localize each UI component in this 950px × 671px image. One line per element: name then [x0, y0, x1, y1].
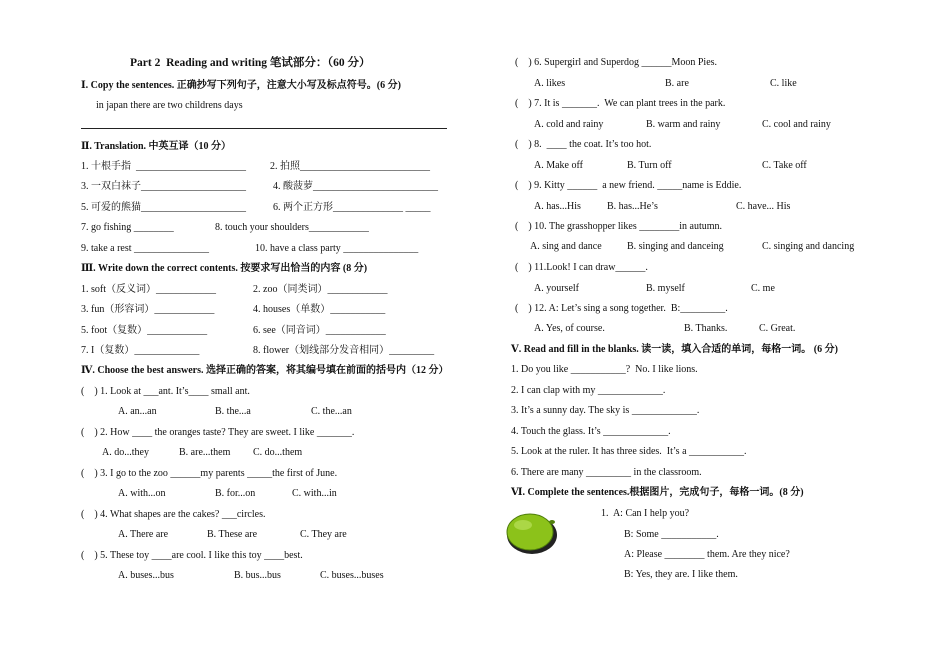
- question-1[interactable]: ( ) 1. Look at ___ant. It’s____ small ant.: [81, 386, 250, 397]
- q12-option-b[interactable]: B. Thanks.: [684, 323, 728, 334]
- translation-item-6[interactable]: 6. 两个正方形______________ _____: [273, 202, 431, 213]
- contents-item-2[interactable]: 2. zoo（同类词）____________: [253, 284, 388, 295]
- q11-option-c[interactable]: C. me: [751, 283, 775, 294]
- question-10[interactable]: ( ) 10. The grasshopper likes ________in autumn.: [515, 221, 723, 232]
- q8-option-a[interactable]: A. Make off: [534, 160, 583, 171]
- q1-option-b[interactable]: B. the...a: [215, 406, 251, 417]
- question-12[interactable]: ( ) 12. A: Let’s sing a song together. B:_________.: [515, 303, 728, 314]
- section-1-heading: Ⅰ. Copy the sentences. 正确抄写下列句子，注意大小写及标点符号。(6 分): [81, 80, 401, 91]
- contents-item-7[interactable]: 7. I（复数）_____________: [81, 345, 200, 356]
- q10-option-c[interactable]: C. singing and dancing: [762, 241, 855, 252]
- q10-option-b[interactable]: B. singing and danceing: [627, 241, 724, 252]
- contents-item-5[interactable]: 5. foot（复数）____________: [81, 325, 208, 336]
- q2-option-a[interactable]: A. do...they: [102, 447, 149, 458]
- contents-item-1[interactable]: 1. soft（反义词）____________: [81, 284, 216, 295]
- lemon-body: [507, 514, 553, 550]
- contents-item-6[interactable]: 6. see（同音词）____________: [253, 325, 386, 336]
- q6-option-a[interactable]: A. likes: [534, 78, 566, 89]
- q9-option-c[interactable]: C. have... His: [736, 201, 791, 212]
- q5-option-c[interactable]: C. buses...buses: [320, 570, 384, 581]
- translation-item-1[interactable]: 1. 十根手指 ______________________: [81, 161, 246, 172]
- copy-sentence: in japan there are two childrens days: [96, 100, 243, 111]
- q2-option-b[interactable]: B. are...them: [179, 447, 231, 458]
- contents-item-4[interactable]: 4. houses（单数）___________: [253, 304, 386, 315]
- q2-option-c[interactable]: C. do...them: [253, 447, 303, 458]
- question-5[interactable]: ( ) 5. These toy ____are cool. I like this toy ____best.: [81, 550, 303, 561]
- section-2-heading: Ⅱ. Translation. 中英互译（10 分）: [81, 141, 232, 152]
- fill-item-3[interactable]: 3. It’s a sunny day. The sky is _____________.: [511, 405, 700, 416]
- q12-option-c[interactable]: C. Great.: [759, 323, 796, 334]
- copy-answer-line[interactable]: [81, 128, 447, 129]
- fill-item-4[interactable]: 4. Touch the glass. It’s _____________.: [511, 426, 671, 437]
- q11-option-b[interactable]: B. myself: [646, 283, 685, 294]
- translation-item-10[interactable]: 10. have a class party _______________: [255, 243, 419, 254]
- translation-item-5[interactable]: 5. 可爱的熊猫_____________________: [81, 202, 246, 213]
- question-3[interactable]: ( ) 3. I go to the zoo ______my parents _____the first of June.: [81, 468, 338, 479]
- lemon-highlight: [514, 520, 532, 530]
- q3-option-c[interactable]: C. with...in: [292, 488, 337, 499]
- q4-option-c[interactable]: C. They are: [300, 529, 347, 540]
- question-4[interactable]: ( ) 4. What shapes are the cakes? ___circles.: [81, 509, 266, 520]
- q4-option-a[interactable]: A. There are: [118, 529, 169, 540]
- translation-item-2[interactable]: 2. 拍照__________________________: [270, 161, 430, 172]
- question-9[interactable]: ( ) 9. Kitty ______ a new friend. _____name is Eddie.: [515, 180, 742, 191]
- section-5-heading: Ⅴ. Read and fill in the blanks. 读一读，填入合适的单词，每格一词。 (6 分): [511, 344, 838, 355]
- question-2[interactable]: ( ) 2. How ____ the oranges taste? They are sweet. I like _______.: [81, 427, 355, 438]
- q7-option-b[interactable]: B. warm and rainy: [646, 119, 721, 130]
- fill-item-6[interactable]: 6. There are many _________ in the classroom.: [511, 467, 702, 478]
- q3-option-a[interactable]: A. with...on: [118, 488, 166, 499]
- fill-item-5[interactable]: 5. Look at the ruler. It has three sides. It’s a ___________.: [511, 446, 747, 457]
- translation-item-8[interactable]: 8. touch your shoulders____________: [215, 222, 369, 233]
- q9-option-a[interactable]: A. has...His: [534, 201, 581, 212]
- translation-item-9[interactable]: 9. take a rest _______________: [81, 243, 210, 254]
- question-6[interactable]: ( ) 6. Supergirl and Superdog ______Moon Pies.: [515, 57, 718, 68]
- q7-option-a[interactable]: A. cold and rainy: [534, 119, 604, 130]
- q10-option-a[interactable]: A. sing and dance: [530, 241, 602, 252]
- section-3-heading: Ⅲ. Write down the correct contents. 按要求写出恰当的内容 (8 分): [81, 263, 368, 274]
- q5-option-b[interactable]: B. bus...bus: [234, 570, 281, 581]
- section-6-heading: Ⅵ. Complete the sentences.根据图片，完成句子，每格一词。(8 分): [511, 487, 804, 498]
- fill-item-2[interactable]: 2. I can clap with my _____________.: [511, 385, 666, 396]
- q3-option-b[interactable]: B. for...on: [215, 488, 256, 499]
- lemon-tip: [549, 520, 555, 524]
- fill-item-1[interactable]: 1. Do you like ___________? No. I like lions.: [511, 364, 698, 375]
- q11-option-a[interactable]: A. yourself: [534, 283, 579, 294]
- q1-option-a[interactable]: A. an...an: [118, 406, 157, 417]
- dialog-line-1[interactable]: 1. A: Can I help you?: [601, 508, 690, 519]
- q1-option-c[interactable]: C. the...an: [311, 406, 352, 417]
- contents-item-8[interactable]: 8. flower（划线部分发音相同）_________: [253, 345, 435, 356]
- dialog-line-2[interactable]: B: Some ___________.: [624, 529, 719, 540]
- dialog-line-4: B: Yes, they are. I like them.: [624, 569, 738, 580]
- question-8[interactable]: ( ) 8. ____ the coat. It’s too hot.: [515, 139, 652, 150]
- question-11[interactable]: ( ) 11.Look! I can draw______.: [515, 262, 648, 273]
- q4-option-b[interactable]: B. These are: [207, 529, 258, 540]
- q9-option-b[interactable]: B. has...He’s: [607, 201, 658, 212]
- translation-item-3[interactable]: 3. 一双白袜子_____________________: [81, 181, 246, 192]
- section-4-heading: Ⅳ. Choose the best answers. 选择正确的答案，将其编号填在前面的括号内（12 分）: [81, 365, 449, 376]
- q8-option-b[interactable]: B. Turn off: [627, 160, 672, 171]
- question-7[interactable]: ( ) 7. It is _______. We can plant trees in the park.: [515, 98, 726, 109]
- q5-option-a[interactable]: A. buses...bus: [118, 570, 174, 581]
- q8-option-c[interactable]: C. Take off: [762, 160, 807, 171]
- dialog-line-3[interactable]: A: Please ________ them. Are they nice?: [624, 549, 790, 560]
- translation-item-4[interactable]: 4. 酸菠萝_________________________: [273, 181, 438, 192]
- lemon-image: [505, 508, 559, 556]
- q12-option-a[interactable]: A. Yes, of course.: [534, 323, 605, 334]
- translation-item-7[interactable]: 7. go fishing ________: [81, 222, 174, 233]
- q6-option-b[interactable]: B. are: [665, 78, 689, 89]
- q6-option-c[interactable]: C. like: [770, 78, 797, 89]
- q7-option-c[interactable]: C. cool and rainy: [762, 119, 831, 130]
- contents-item-3[interactable]: 3. fun（形容词）____________: [81, 304, 215, 315]
- page-title: Part 2 Reading and writing 笔试部分：（60 分）: [130, 57, 371, 69]
